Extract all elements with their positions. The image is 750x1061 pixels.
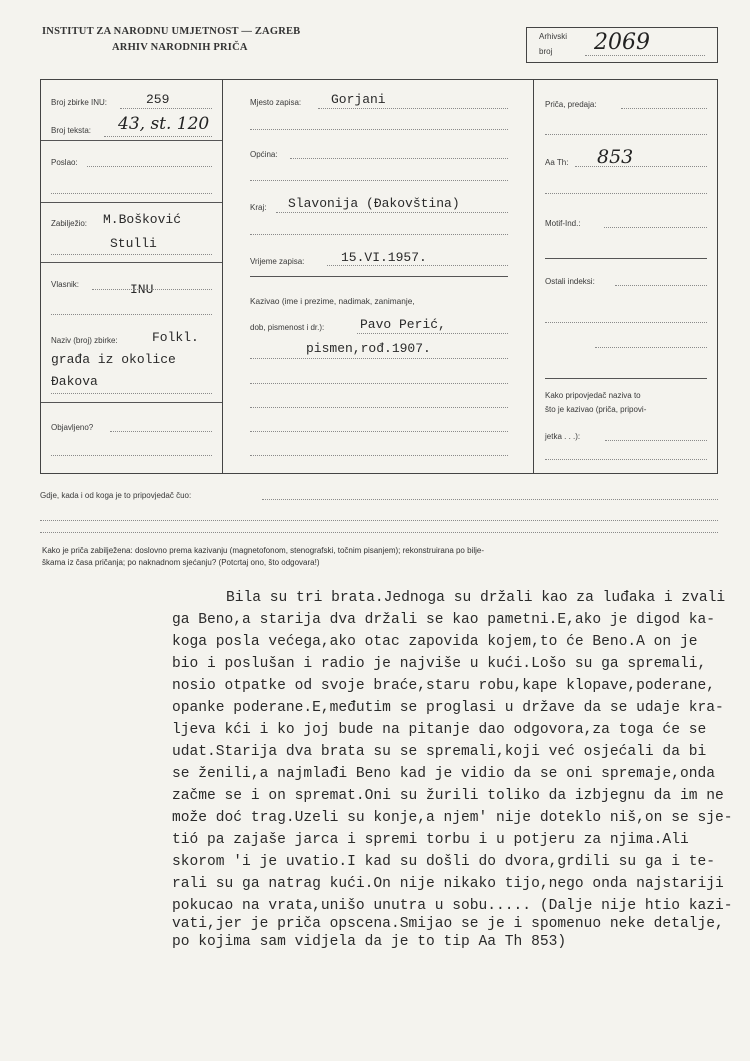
text-number-label: Broj teksta: [51, 126, 92, 135]
collection-number-value: 259 [146, 92, 170, 107]
archive-number-label-1: Arhivski [539, 32, 568, 41]
narrator-term-label-2: što je kazivao (priča, pripovi- [545, 405, 647, 414]
recording-method-note [42, 545, 718, 569]
collection-name-value-2: građa iz okolice [51, 352, 176, 367]
story-line: začme se i on spremat.Oni su žurili toliko da izbjegnu da im ne [172, 788, 724, 804]
sent-by-label: Poslao: [51, 158, 78, 167]
owner-value: INU [130, 282, 154, 297]
municipality-label: Općina: [250, 150, 278, 159]
owner-label: Vlasnik: [51, 280, 80, 289]
collection-number-label: Broj zbirke INU: [51, 98, 108, 107]
narrator-value-2: pismen,rođ.1907. [306, 341, 431, 356]
story-line: tió pa zajaše jarca i spremi torbu i u potjeru za njima.Ali [172, 832, 689, 848]
recorded-by-value-2: Stulli [110, 236, 157, 251]
aath-label: Aa Th: [545, 158, 569, 167]
aath-value: 853 [597, 146, 634, 168]
date-value: 15.VI.1957. [341, 250, 427, 265]
story-line: ljeva kći i ko joj bude na pitanje dao odgovora,za toga će se [172, 722, 707, 738]
other-indexes-label: Ostali indeksi: [545, 277, 595, 286]
archive-number-label-2: broj [539, 47, 553, 56]
place-label: Mjesto zapisa: [250, 98, 302, 107]
narrator-term-label-1: Kako pripovjedač naziva to [545, 391, 641, 400]
collection-name-value-1: Folkl. [152, 330, 199, 345]
narrator-label-2: dob, pismenost i dr.): [250, 323, 325, 332]
recorded-by-value-1: M.Bošković [103, 212, 182, 227]
motif-index-label: Motif-Ind.: [545, 219, 581, 228]
story-type-label: Priča, predaja: [545, 100, 597, 109]
recorded-by-label: Zabilježio: [51, 219, 88, 228]
story-line: rali su ga natrag kući.On nije nikako tijo,nego onda najstariji [172, 876, 724, 892]
institute-title: INSTITUT ZA NARODNU UMJETNOST — ZAGREB [42, 26, 301, 37]
story-line: opanke poderane.E,međutim se proglasi u države da se udaje kra- [172, 700, 724, 716]
story-line: koga posla većega,ako otac zapovida kojem,to će Beno.A on je [172, 634, 698, 650]
date-label: Vrijeme zapisa: [250, 257, 305, 266]
story-line: udat.Starija dva brata su se spremali,koji već osjećali da bi [172, 744, 707, 760]
story-line: ga Beno,a starija dva držali se kao pametni.E,ako je digod ka- [172, 612, 715, 628]
recording-method-note-line-2: škama iz časa pričanja; po naknadnom sjećanju? (Potcrtaj ono, što odgovara!) [42, 558, 320, 567]
narrator-term-label-3: jetka . . .): [545, 432, 581, 441]
text-number-value: 43, st. 120 [118, 114, 210, 134]
story-line: po kojima sam vidjela da je to tip Aa Th 853) [172, 934, 567, 950]
collection-name-value-3: Đakova [51, 374, 98, 389]
place-value: Gorjani [331, 92, 386, 107]
story-line: skorom 'i je uvatio.I kad su došli do dvora,grdili su ga i te- [172, 854, 715, 870]
recording-method-note-line-1: Kako je priča zabilježena: doslovno prema kazivanju (magnetofonom, stenografski, točnim pisanjem); rekonstruirana po bilje- [42, 546, 484, 555]
published-label: Objavljeno? [51, 423, 94, 432]
story-line: bio i poslušan i radio je najviše u kući.Lošo su ga spremali, [172, 656, 707, 672]
story-line: se ženili,a najmlađi Beno kad je vidio da se oni spremaje,onda [172, 766, 715, 782]
story-line: nosio otpatke od svoje braće,staru robu,kape klopave,poderane, [172, 678, 715, 694]
story-line: Bila su tri brata.Jednoga su držali kao za luđaka i zvali [226, 590, 726, 606]
collection-name-label: Naziv (broj) zbirke: [51, 336, 118, 345]
narrator-value-1: Pavo Perić, [360, 317, 446, 332]
story-line: pokucao na vrata,unišo unutra u sobu..... (Dalje nije htio kazi- [172, 898, 733, 914]
narrator-label-1: Kazivao (ime i prezime, nadimak, zanimanje, [250, 296, 415, 306]
story-line: može doć trag.Uzeli su konje,a njem' nije doteklo niš,on se sje- [172, 810, 733, 826]
archive-title: ARHIV NARODNIH PRIČA [112, 42, 248, 53]
archive-number-value: 2069 [594, 30, 650, 55]
heard-from-label: Gdje, kada i od koga je to pripovjedač čuo: [40, 491, 192, 500]
region-label: Kraj: [250, 203, 267, 212]
region-value: Slavonija (Đakovština) [288, 196, 460, 211]
story-line: vati,jer je priča opscena.Smijao se je i spomenuo neke detalje, [172, 916, 724, 932]
